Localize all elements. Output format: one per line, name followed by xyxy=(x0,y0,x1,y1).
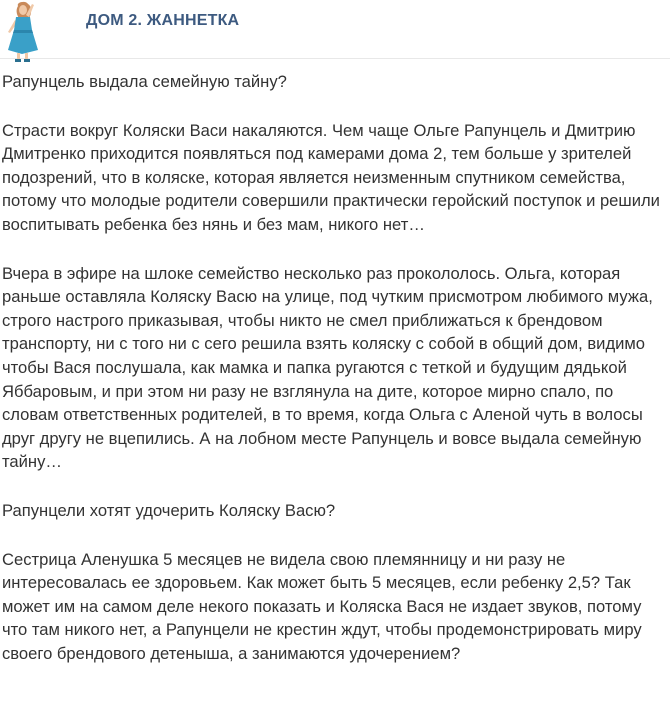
page-header xyxy=(0,0,670,59)
avatar[interactable] xyxy=(2,0,46,62)
article-body xyxy=(2,70,664,690)
article-paragraph: Страсти вокруг Коляски Васи накаляются. Чем чаще Ольге Рапунцель и Дмитрию Дмитренко приходится появляться под камерами дома 2, тем больше у зрителей подозрений, что в коляске, которая является неизменным спутником семейства, потому что молодые родители совершили практически геройский поступок и решили воспитывать ребенка без нянь и без мам, никого нет… xyxy=(2,120,660,234)
page-title[interactable]: ДОМ 2. ЖАННЕТКА xyxy=(86,12,240,29)
article-paragraph: Вчера в эфире на шлоке семейство несколько раз прокололось. Ольга, которая раньше оставляла Коляску Васю на улице, под чутким присмотром любимого мужа, строго настрого приказывая, чтобы никто не смел приближаться к брендовом транспорту, ни с того ни с сего решила взять коляску с собой в общий дом, видимо чтобы Вася послушала, как мамка и папка ругаются с теткой и будущим дядькой Яббаровым, и при этом ни разу не взглянула на дите, которое мирно спало, по словам ответственных родителей, в то время, когда Ольга с Аленой чуть в волосы друг другу не вцепились. А на лобном месте Рапунцель и вовсе выдала семейную тайну… xyxy=(2,263,653,472)
article-subheading: Рапунцели хотят удочерить Коляску Васю? xyxy=(2,500,336,520)
article-subheading: Рапунцель выдала семейную тайну? xyxy=(2,72,287,91)
woman-in-blue-dress-avatar-icon xyxy=(2,0,46,62)
article-paragraph: Сестрица Аленушка 5 месяцев не видела свою племянницу и ни разу не интересовалась ее здоровьем. Как может быть 5 месяцев, если ребенку 2,5? Так может им на самом деле некого показать и Коляска Вася не издает звуков, потому что там никого нет, а Рапунцели не крестин ждут, чтобы продемонстрировать миру своего брендового детеныша, а занимаются удочерением? xyxy=(2,549,642,663)
